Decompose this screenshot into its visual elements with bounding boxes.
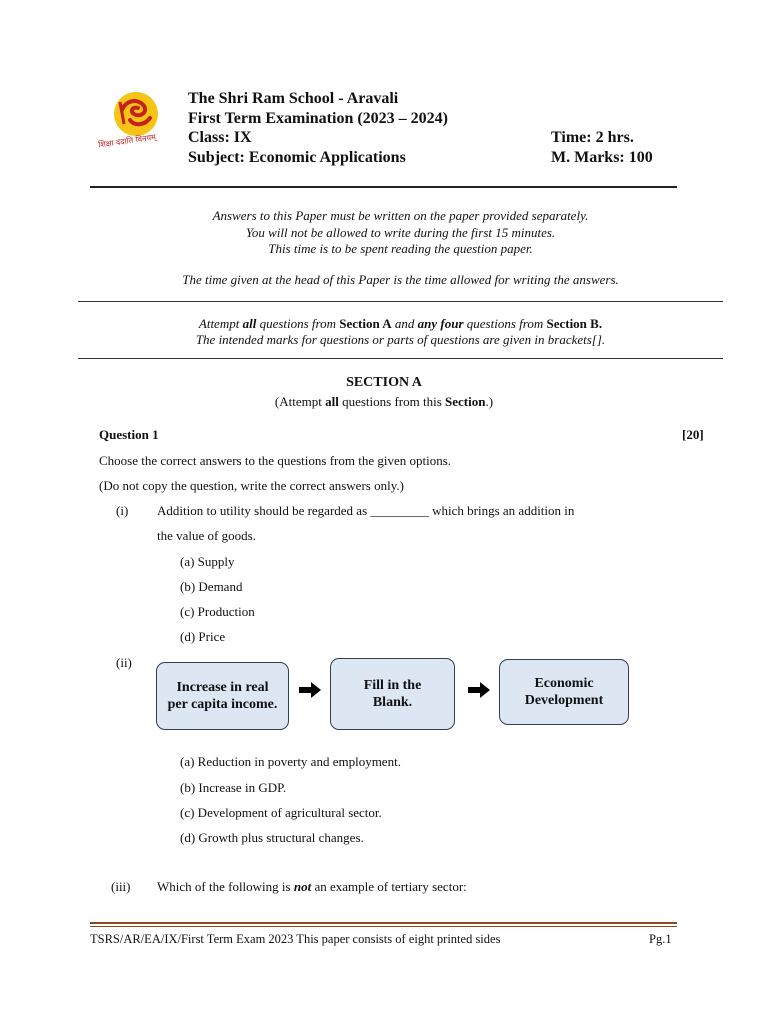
flow-box-3: Economic Development — [499, 659, 629, 725]
header-divider — [90, 186, 677, 188]
section-subtitle — [0, 393, 768, 410]
section-sub-3: .) — [485, 394, 494, 409]
attempt-text-4: questions from — [463, 316, 547, 331]
instruction-line-4: The time given at the head of this Paper is the time allowed for writing the answers. — [182, 272, 619, 287]
question-intro-2: (Do not copy the question, write the correct answers only.) — [99, 478, 404, 493]
school-name: The Shri Ram School - Aravali — [188, 90, 399, 107]
subq-3-text — [157, 878, 467, 895]
subq-1-option-d: (d) Price — [180, 629, 226, 644]
question-intro-1: Choose the correct answers to the questions from the given options. — [99, 453, 452, 468]
footer-rule-top — [90, 922, 677, 924]
attempt-section-a: Section A — [339, 316, 392, 331]
attempt-section-b: Section B. — [546, 316, 603, 331]
flow-arrow-1-icon — [299, 682, 321, 698]
subq-1-number: (i) — [116, 503, 129, 518]
subject-label: Subject: Economic Applications — [188, 149, 406, 166]
subq-2-option-d: (d) Growth plus structural changes. — [180, 830, 364, 845]
flow-arrow-2-icon — [468, 682, 490, 698]
attempt-text-3: and — [391, 316, 418, 331]
instruction-line-2: You will not be allowed to write during the first 15 minutes. — [245, 225, 556, 240]
subq-2-number: (ii) — [116, 655, 132, 670]
flow-box-1: Increase in real per capita income. — [156, 662, 289, 730]
question-1-label: Question 1 — [99, 427, 159, 442]
class-label: Class: IX — [188, 129, 252, 146]
exam-title: First Term Examination (2023 – 2024) — [188, 110, 448, 127]
section-sub-section: Section — [445, 394, 486, 409]
subq-1-text-1: Addition to utility should be regarded as _________ which brings an addition in — [157, 503, 575, 518]
section-sub-1: (Attempt — [274, 394, 326, 409]
flow-box-2: Fill in the Blank. — [330, 658, 455, 730]
max-marks-label: M. Marks: 100 — [551, 149, 653, 166]
section-title: SECTION A — [346, 375, 422, 390]
subq-3-number: (iii) — [111, 879, 131, 894]
subq-2-option-b: (b) Increase in GDP. — [180, 780, 287, 795]
attempt-instruction — [78, 315, 723, 332]
subq-2-option-c: (c) Development of agricultural sector. — [180, 805, 382, 820]
attempt-text-2: questions from — [256, 316, 340, 331]
logo-motto: शिक्षा ददाति विनयम् — [97, 132, 157, 150]
subq-1-text-2: the value of goods. — [157, 528, 256, 543]
footer-rule-bottom — [90, 926, 677, 927]
footer-text: TSRS/AR/EA/IX/First Term Exam 2023 This paper consists of eight printed sides — [90, 932, 501, 946]
question-1-marks: [20] — [682, 427, 704, 442]
time-label: Time: 2 hrs. — [551, 129, 634, 146]
subq-3-text-2: an example of tertiary sector: — [311, 879, 467, 894]
section-sub-2: questions from this — [338, 394, 446, 409]
section-sub-all: all — [325, 394, 339, 409]
subq-2-option-a: (a) Reduction in poverty and employment. — [180, 754, 401, 769]
instruction-line-3: This time is to be spent reading the question paper. — [268, 241, 533, 256]
attempt-any-four: any four — [417, 316, 464, 331]
subq-3-text-1: Which of the following is — [157, 879, 294, 894]
instruction-divider-top — [78, 301, 723, 302]
subq-1-option-b: (b) Demand — [180, 579, 243, 594]
attempt-all: all — [242, 316, 257, 331]
instruction-divider-bottom — [78, 358, 723, 359]
instruction-line-1: Answers to this Paper must be written on the paper provided separately. — [212, 208, 589, 223]
marks-instruction: The intended marks for questions or parts of questions are given in brackets[]. — [195, 332, 606, 347]
subq-3-not: not — [293, 879, 312, 894]
page-number: Pg.1 — [649, 932, 672, 946]
attempt-text-1: Attempt — [198, 316, 243, 331]
subq-1-option-c: (c) Production — [180, 604, 255, 619]
subq-1-option-a: (a) Supply — [180, 554, 235, 569]
